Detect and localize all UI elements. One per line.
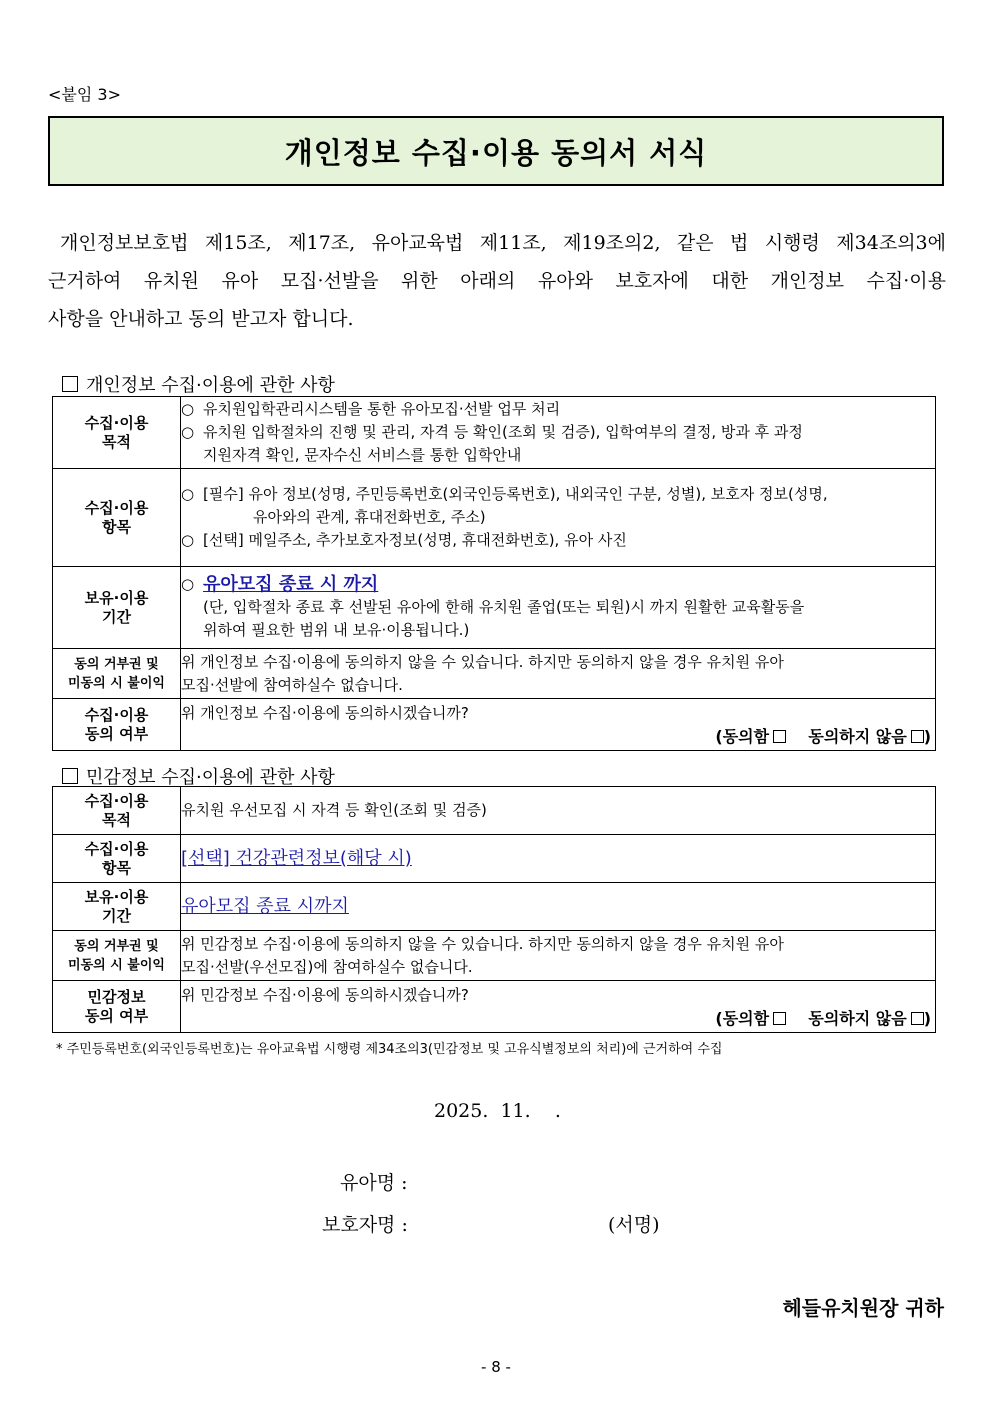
- refuse-content: 위 민감정보 수집·이용에 동의하지 않을 수 있습니다. 하지만 동의하지 않을 경우 유치원 유아 모집·선발(우선모집)에 참여하실수 없습니다.: [181, 931, 936, 981]
- consent-choices: (동의함 동의하지 않음 ): [715, 1008, 931, 1028]
- purpose-content: 유치원 우선모집 시 자격 등 확인(조회 및 검증): [181, 787, 936, 835]
- period-label: 보유·이용 기간: [53, 883, 181, 931]
- disagree-checkbox[interactable]: [911, 1012, 924, 1025]
- items-row: [53, 835, 936, 883]
- consent-choices: (동의함 동의하지 않음 ): [715, 726, 931, 746]
- section2-heading-text: 민감정보 수집·이용에 관한 사항: [86, 767, 335, 788]
- agree-checkbox[interactable]: [773, 1012, 786, 1025]
- period-label: 보유·이용 기간: [53, 567, 181, 649]
- section1-heading-text: 개인정보 수집·이용에 관한 사항: [86, 375, 335, 396]
- page-number: - 8 -: [481, 1358, 511, 1376]
- purpose-content: ○ 유치원입학관리시스템을 통한 유아모집·선발 업무 처리 ○ 유치원 입학절차의 진행 및 관리, 자격 등 확인(조회 및 검증), 입학여부의 결정, 방과 후 과정 지원자격 확인, 문자수신 서비스를 통한 입학안내: [181, 397, 936, 469]
- purpose-row: [53, 787, 936, 835]
- consent-label: 수집·이용 동의 여부: [53, 699, 181, 751]
- consent-content: 위 개인정보 수집·이용에 동의하시겠습니까? (동의함 동의하지 않음 ): [181, 699, 936, 751]
- addressee: 헤들유치원장 귀하: [782, 1296, 944, 1320]
- personal-info-table: [52, 396, 936, 751]
- refuse-label: 동의 거부권 및 미동의 시 불이익: [53, 931, 181, 981]
- items-label: 수집·이용 항목: [53, 469, 181, 567]
- circle-bullet-icon: ○: [181, 531, 195, 549]
- section1-heading: [62, 371, 335, 397]
- items-content: ○ [필수] 유아 정보(성명, 주민등록번호(외국인등록번호), 내외국인 구분, 성별), 보호자 정보(성명, 유아와의 관계, 휴대전화번호, 주소) ○ [선택] 메일주소, 추가보호자정보(성명, 휴대전화번호), 유아 사진: [181, 469, 936, 567]
- circle-bullet-icon: ○: [181, 575, 195, 593]
- intro-line: 근거하여 유치원 유아 모집·선발을 위한 아래의 유아와 보호자에 대한 개인정보 수집·이용: [48, 270, 946, 292]
- intro-paragraph: [48, 224, 946, 338]
- intro-line: 사항을 안내하고 동의 받고자 합니다.: [48, 308, 354, 330]
- circle-bullet-icon: ○: [181, 423, 195, 441]
- items-content: [선택] 건강관련정보(해당 시): [181, 835, 936, 883]
- guardian-name-label: 보호자명 :: [322, 1214, 408, 1236]
- attachment-label: <붙임 3>: [48, 85, 121, 104]
- date-line: 2025. 11. .: [434, 1100, 561, 1122]
- consent-row: [53, 699, 936, 751]
- period-row: [53, 567, 936, 649]
- child-name-label: 유아명 :: [340, 1172, 408, 1194]
- purpose-row: [53, 397, 936, 469]
- period-row: [53, 883, 936, 931]
- purpose-label: 수집·이용 목적: [53, 787, 181, 835]
- period-content: ○ 유아모집 종료 시 까지 (단, 입학절차 종료 후 선발된 유아에 한해 유치원 졸업(또는 퇴원)시 까지 원활한 교육활동을 위하여 필요한 범위 내 보유·이용됩니다.): [181, 567, 936, 649]
- refuse-label: 동의 거부권 및 미동의 시 불이익: [53, 649, 181, 699]
- sensitive-info-table: [52, 786, 936, 1033]
- items-row: [53, 469, 936, 567]
- signature-label: (서명): [608, 1214, 660, 1236]
- refuse-row: [53, 649, 936, 699]
- refuse-content: 위 개인정보 수집·이용에 동의하지 않을 수 있습니다. 하지만 동의하지 않을 경우 유치원 유아 모집·선발에 참여하실수 없습니다.: [181, 649, 936, 699]
- footnote: * 주민등록번호(외국인등록번호)는 유아교육법 시행령 제34조의3(민감정보 및 고유식별정보의 처리)에 근거하여 수집: [56, 1042, 723, 1057]
- refuse-row: [53, 931, 936, 981]
- consent-label: 민감정보 동의 여부: [53, 981, 181, 1033]
- items-label: 수집·이용 항목: [53, 835, 181, 883]
- disagree-checkbox[interactable]: [911, 730, 924, 743]
- page-title: 개인정보 수집·이용 동의서 서식: [48, 116, 944, 186]
- consent-content: 위 민감정보 수집·이용에 동의하시겠습니까? (동의함 동의하지 않음 ): [181, 981, 936, 1033]
- purpose-label: 수집·이용 목적: [53, 397, 181, 469]
- agree-checkbox[interactable]: [773, 730, 786, 743]
- checkbox-square-icon: [62, 768, 78, 784]
- intro-line: 개인정보보호법 제15조, 제17조, 유아교육법 제11조, 제19조의2, 같은 법 시행령 제34조의3에: [60, 232, 946, 254]
- circle-bullet-icon: ○: [181, 400, 195, 418]
- checkbox-square-icon: [62, 376, 78, 392]
- period-content: 유아모집 종료 시까지: [181, 883, 936, 931]
- consent-row: [53, 981, 936, 1033]
- circle-bullet-icon: ○: [181, 485, 195, 503]
